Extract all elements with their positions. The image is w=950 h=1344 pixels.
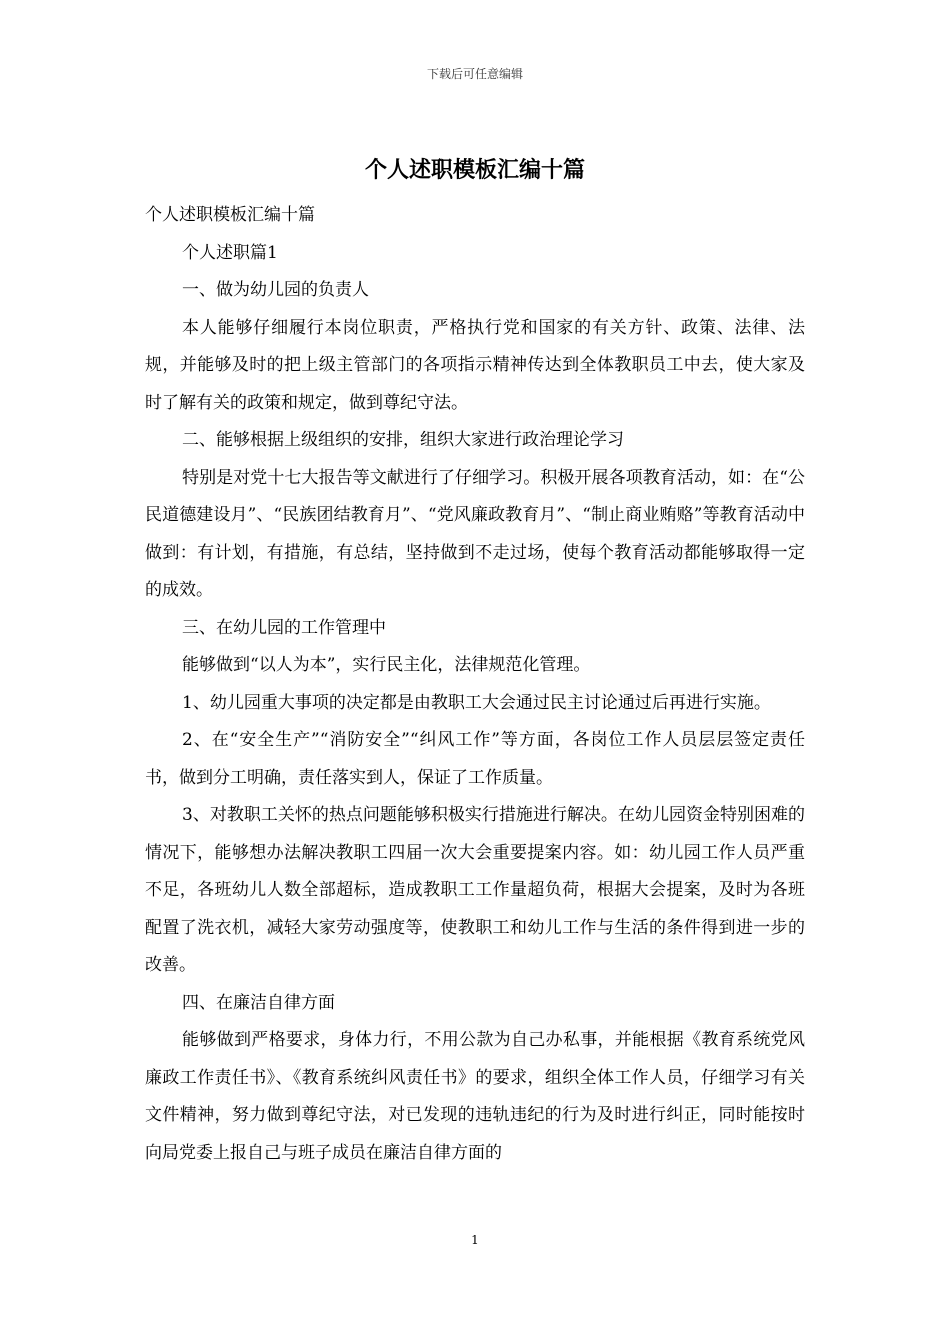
- paragraph-list-item-3: 3、对教职工关怀的热点问题能够积极实行措施进行解决。在幼儿园资金特别困难的情况下，能够想办法解决教职工四届一次大会重要提案内容。如：幼儿园工作人员严重不足，各班幼儿人数全部超标，造成教职工工作量超负荷，根据大会提案，及时为各班配置了洗衣机，减轻大家劳动强度等，使教职工和幼儿工作与生活的条件得到进一步的改善。: [145, 805, 805, 975]
- document-title: 个人述职模板汇编十篇: [364, 157, 585, 183]
- page-header-note: 下载后可任意编辑: [426, 67, 523, 81]
- paragraph-heading-3: 三、在幼儿园的工作管理中: [182, 617, 386, 638]
- paragraph-list-item-1: 1、幼儿园重大事项的决定都是由教职工大会通过民主讨论通过后再进行实施。: [182, 692, 771, 713]
- paragraph-body: 特别是对党十七大报告等文献进行了仔细学习。积极开展各项教育活动，如：在“公民道德建设月”、“民族团结教育月”、“党风廉政教育月”、“制止商业贿赂”等教育活动中做到：有计划，有措施，有总结，坚持做到不走过场，使每个教育活动都能够取得一定的成效。: [145, 467, 805, 600]
- document-body: [145, 197, 805, 1172]
- paragraph-section-heading: 个人述职篇1: [182, 242, 278, 263]
- paragraph-list-item-2: 2、在“安全生产”“消防安全”“纠风工作”等方面，各岗位工作人员层层签定责任书，做到分工明确，责任落实到人，保证了工作质量。: [145, 730, 805, 788]
- paragraph-subtitle: 个人述职模板汇编十篇: [145, 205, 315, 225]
- paragraph-body: 本人能够仔细履行本岗位职责，严格执行党和国家的有关方针、政策、法律、法规，并能够及时的把上级主管部门的各项指示精神传达到全体教职员工中去，使大家及时了解有关的政策和规定，做到尊纪守法。: [145, 317, 805, 413]
- paragraph-body: 能够做到“以人为本”，实行民主化，法律规范化管理。: [182, 655, 591, 675]
- paragraph-heading-4: 四、在廉洁自律方面: [182, 992, 335, 1013]
- page-number: 1: [471, 1233, 479, 1247]
- paragraph-heading-1: 一、做为幼儿园的负责人: [182, 280, 369, 300]
- paragraph-body: 能够做到严格要求，身体力行，不用公款为自己办私事，并能根据《教育系统党风廉政工作责任书》、《教育系统纠风责任书》的要求，组织全体工作人员，仔细学习有关文件精神，努力做到尊纪守法，对已发现的违轨违纪的行为及时进行纠正，同时能按时向局党委上报自己与班子成员在廉洁自律方面的: [145, 1030, 805, 1163]
- paragraph-heading-2: 二、能够根据上级组织的安排，组织大家进行政治理论学习: [182, 430, 624, 450]
